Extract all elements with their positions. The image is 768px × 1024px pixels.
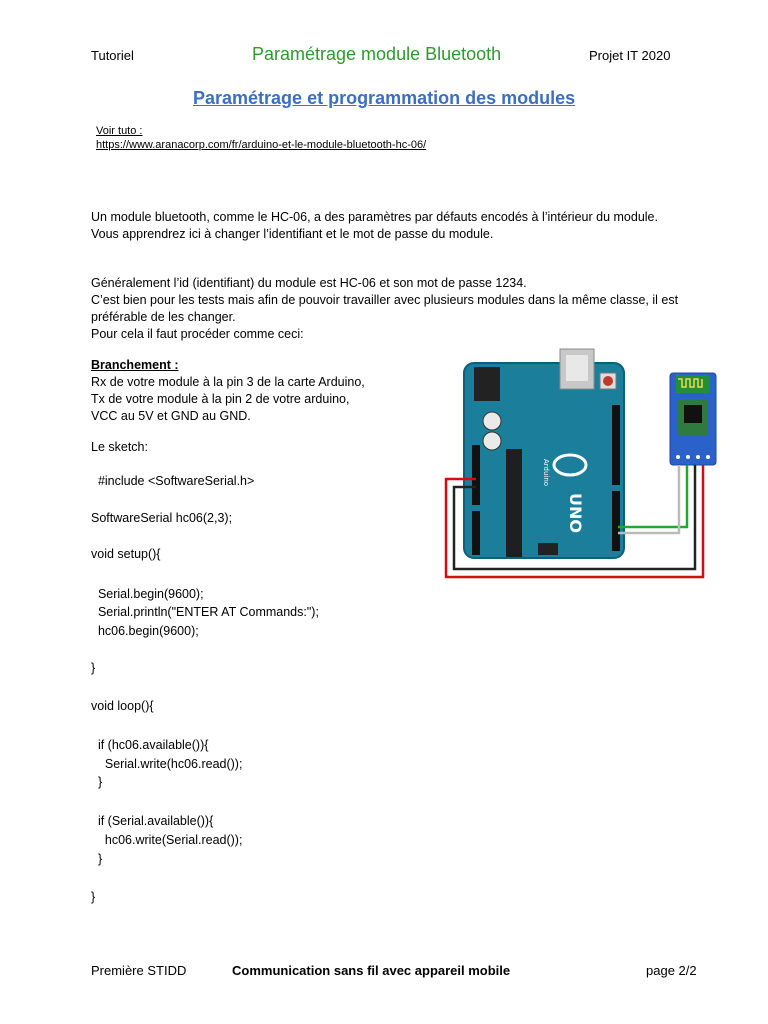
footer-center: Communication sans fil avec appareil mobile — [232, 963, 511, 978]
code-line: } — [91, 661, 96, 675]
code-line: if (hc06.available()){ — [91, 738, 209, 752]
code-line: } — [91, 890, 96, 904]
code-line: Serial.begin(9600); — [91, 587, 204, 601]
code-line: SoftwareSerial hc06(2,3); — [91, 511, 233, 525]
sketch-label: Le sketch: — [91, 440, 148, 454]
code-line: Serial.write(hc06.read()); — [91, 757, 243, 771]
footer-page: page 2/2 — [646, 963, 697, 978]
code-line: hc06.begin(9600); — [91, 624, 199, 638]
header-right: Projet IT 2020 — [589, 48, 671, 63]
board-label: UNO — [566, 493, 585, 533]
wiring-diagram — [440, 345, 730, 580]
wire-rx — [618, 465, 687, 527]
page-title: Paramétrage et programmation des modules — [193, 88, 576, 108]
branchement-line-3: VCC au 5V et GND au GND. — [91, 409, 251, 423]
code-line: void loop(){ — [91, 699, 154, 713]
branchement-line-1: Rx de votre module à la pin 3 de la carte Arduino, — [91, 375, 365, 389]
arduino-label: Arduino — [542, 459, 550, 487]
bluetooth-module — [670, 373, 716, 465]
code-line: } — [91, 852, 103, 866]
header-title: Paramétrage module Bluetooth — [252, 44, 502, 64]
code-line: } — [91, 775, 103, 789]
branchement-section — [91, 357, 411, 425]
defaults-section — [91, 275, 691, 343]
tuto-label: Voir tuto : — [96, 125, 143, 137]
arduino-board — [464, 349, 624, 558]
tuto-link[interactable]: https://www.aranacorp.com/fr/arduino-et-le-module-bluetooth-hc-06/ — [96, 139, 427, 151]
code-line: #include <SoftwareSerial.h> — [91, 474, 255, 488]
intro-paragraph-2: Vous apprendrez ici à changer l’identifiant et le mot de passe du module. — [91, 227, 494, 241]
footer-left: Première STIDD — [91, 963, 187, 978]
defaults-paragraph-1: Généralement l’id (identifiant) du module est HC-06 et son mot de passe 1234. — [91, 276, 527, 290]
code-line: if (Serial.available()){ — [91, 814, 214, 828]
code-line: void setup(){ — [91, 547, 161, 561]
defaults-paragraph-3: Pour cela il faut procéder comme ceci: — [91, 327, 304, 341]
code-line: Serial.println("ENTER AT Commands:"); — [91, 605, 319, 619]
header-left: Tutoriel — [91, 48, 134, 63]
wire-tx — [618, 465, 679, 533]
defaults-paragraph-2: C’est bien pour les tests mais afin de pouvoir travailler avec plusieurs modules dans la même classe, il est préférable de les changer. — [91, 293, 679, 324]
branchement-line-2: Tx de votre module à la pin 2 de votre arduino, — [91, 392, 350, 406]
intro-section — [91, 209, 661, 243]
branchement-heading: Branchement : — [91, 358, 179, 372]
code-line: hc06.write(Serial.read()); — [91, 833, 243, 847]
intro-paragraph-1: Un module bluetooth, comme le HC-06, a des paramètres par défauts encodés à l’intérieur du module. — [91, 210, 658, 224]
